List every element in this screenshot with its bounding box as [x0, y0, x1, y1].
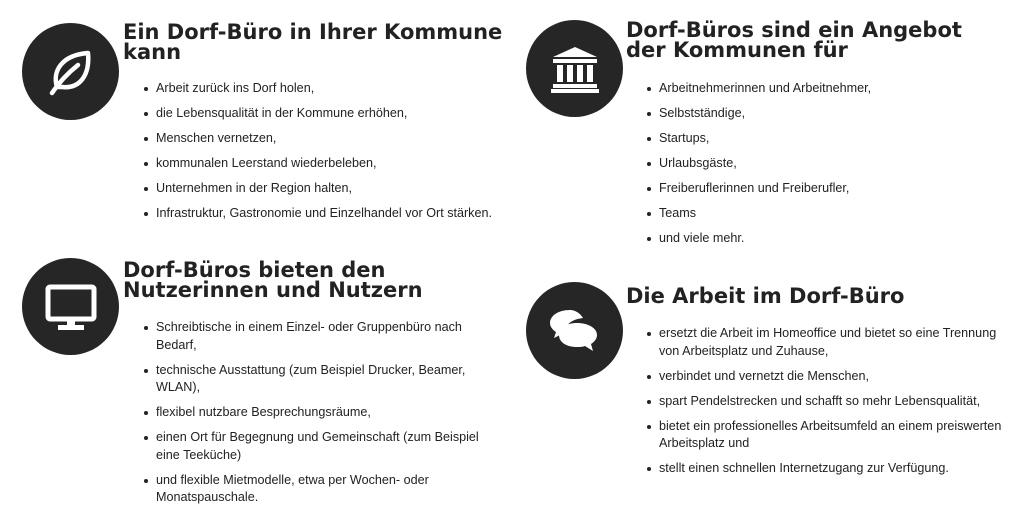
list-item: Arbeit zurück ins Dorf holen,: [143, 80, 513, 98]
list-item: spart Pendelstrecken und schafft so mehr Lebensqualität,: [646, 393, 1016, 411]
section-title: Dorf-Büros sind ein Angebot der Kommunen für: [626, 18, 962, 62]
list-item: Menschen vernetzen,: [143, 130, 513, 148]
list-item: bietet ein professionelles Arbeitsumfeld an einem preiswerten Arbeitsplatz und: [646, 418, 1016, 453]
list-item: Schreibtische in einem Einzel- oder Gruppenbüro nach Bedarf,: [143, 319, 483, 354]
list-item: Infrastruktur, Gastronomie und Einzelhandel vor Ort stärken.: [143, 205, 513, 223]
section-title: Die Arbeit im Dorf-Büro: [626, 284, 905, 308]
speech-bubbles-icon-circle: [526, 282, 623, 379]
list-item: einen Ort für Begegnung und Gemeinschaft (zum Beispiel eine Teeküche): [143, 429, 483, 464]
list-item: Selbstständige,: [646, 105, 1016, 123]
bullet-list: [646, 325, 1016, 485]
section-title: Dorf-Büros bieten den Nutzerinnen und Nutzern: [123, 258, 423, 302]
list-item: Arbeitnehmerinnen und Arbeitnehmer,: [646, 80, 1016, 98]
list-item: und viele mehr.: [646, 230, 1016, 248]
bank-icon-circle: [526, 20, 623, 117]
list-item: Startups,: [646, 130, 1016, 148]
section-title: Ein Dorf-Büro in Ihrer Kommune kann: [123, 20, 503, 64]
list-item: Teams: [646, 205, 1016, 223]
bank-building-icon: [548, 42, 602, 96]
list-item: ersetzt die Arbeit im Homeoffice und bietet so eine Trennung von Arbeitsplatz und Zuhause,: [646, 325, 1016, 360]
list-item: Unternehmen in der Region halten,: [143, 180, 513, 198]
monitor-icon: [43, 280, 99, 334]
list-item: technische Ausstattung (zum Beispiel Drucker, Beamer, WLAN),: [143, 362, 483, 397]
bullet-list: [646, 80, 1016, 255]
leaf-icon: [44, 45, 98, 99]
list-item: verbindet und vernetzt die Menschen,: [646, 368, 1016, 386]
list-item: stellt einen schnellen Internetzugang zur Verfügung.: [646, 460, 1016, 478]
speech-bubbles-icon: [547, 304, 603, 358]
bullet-list: [143, 80, 513, 230]
list-item: flexibel nutzbare Besprechungsräume,: [143, 404, 483, 422]
list-item: und flexible Mietmodelle, etwa per Wochen- oder Monatspauschale.: [143, 472, 483, 507]
leaf-icon-circle: [22, 23, 119, 120]
list-item: kommunalen Leerstand wiederbeleben,: [143, 155, 513, 173]
monitor-icon-circle: [22, 258, 119, 355]
bullet-list: [143, 319, 483, 514]
list-item: Freiberuflerinnen und Freiberufler,: [646, 180, 1016, 198]
list-item: die Lebensqualität in der Kommune erhöhen,: [143, 105, 513, 123]
list-item: Urlaubsgäste,: [646, 155, 1016, 173]
